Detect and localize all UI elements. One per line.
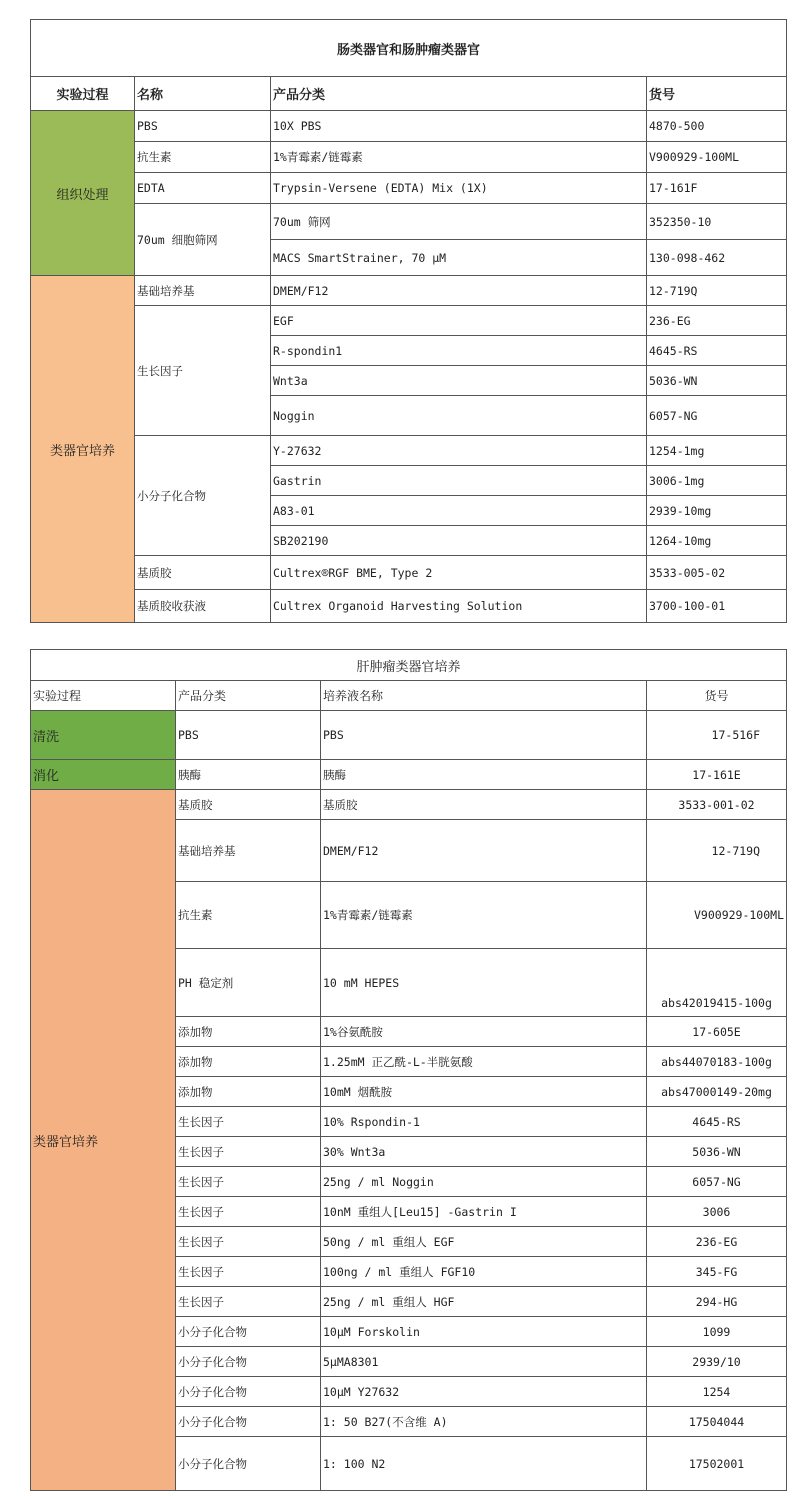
cell-name: 基础培养基 — [135, 276, 271, 306]
cell-medium: DMEM/F12 — [321, 820, 647, 882]
cell-category: 基础培养基 — [176, 820, 321, 882]
cell-category: 生长因子 — [176, 1167, 321, 1197]
cell-product: Cultrex Organoid Harvesting Solution — [271, 590, 647, 623]
cell-product: 70um 筛网 — [271, 204, 647, 240]
cell-product: MACS SmartStrainer, 70 μM — [271, 240, 647, 276]
cell-category: 抗生素 — [176, 882, 321, 949]
cell-category: PBS — [176, 711, 321, 760]
cell-medium: 25ng / ml 重组人 HGF — [321, 1287, 647, 1317]
stage-digest: 消化 — [31, 760, 176, 790]
cell-code: 3700-100-01 — [647, 590, 787, 623]
cell-code: 3533-001-02 — [647, 790, 787, 820]
cell-code: 6057-NG — [647, 1167, 787, 1197]
stage-culture: 类器官培养 — [31, 790, 176, 1491]
intestinal-organoid-table — [30, 19, 787, 623]
cell-code: 130-098-462 — [647, 240, 787, 276]
table-row — [31, 306, 787, 336]
cell-category: 胰酶 — [176, 760, 321, 790]
cell-code: 6057-NG — [647, 396, 787, 436]
cell-code: abs44070183-100g — [647, 1047, 787, 1077]
cell-product: A83-01 — [271, 496, 647, 526]
cell-category: 小分子化合物 — [176, 1347, 321, 1377]
cell-code: 3006 — [647, 1197, 787, 1227]
cell-medium: 1: 50 B27(不含维 A) — [321, 1407, 647, 1437]
cell-medium: 10μM Forskolin — [321, 1317, 647, 1347]
cell-product: Y-27632 — [271, 436, 647, 466]
header-code: 货号 — [647, 681, 787, 711]
stage-wash: 清洗 — [31, 711, 176, 760]
table-row — [31, 276, 787, 306]
cell-product: SB202190 — [271, 526, 647, 556]
table-row — [31, 111, 787, 142]
cell-medium: 胰酶 — [321, 760, 647, 790]
table-row — [31, 711, 787, 760]
cell-code: 2939-10mg — [647, 496, 787, 526]
cell-category: 小分子化合物 — [176, 1407, 321, 1437]
cell-medium: 30% Wnt3a — [321, 1137, 647, 1167]
cell-product: DMEM/F12 — [271, 276, 647, 306]
cell-medium: 10mM 烟酰胺 — [321, 1077, 647, 1107]
cell-medium: PBS — [321, 711, 647, 760]
cell-name: 生长因子 — [135, 306, 271, 436]
cell-product: EGF — [271, 306, 647, 336]
cell-code: 17-605E — [647, 1017, 787, 1047]
cell-code: 345-FG — [647, 1257, 787, 1287]
cell-code: 1254-1mg — [647, 436, 787, 466]
cell-code: 17-161E — [647, 760, 787, 790]
cell-category: 小分子化合物 — [176, 1377, 321, 1407]
cell-medium: 1%谷氨酰胺 — [321, 1017, 647, 1047]
cell-medium: 1: 100 N2 — [321, 1437, 647, 1491]
cell-medium: 10% Rspondin-1 — [321, 1107, 647, 1137]
header-category: 产品分类 — [176, 681, 321, 711]
cell-medium: 50ng / ml 重组人 EGF — [321, 1227, 647, 1257]
cell-name: 基质胶 — [135, 556, 271, 590]
table-row — [31, 590, 787, 623]
cell-name: 抗生素 — [135, 142, 271, 173]
liver-tumor-organoid-table — [30, 649, 787, 1491]
cell-product: Trypsin-Versene (EDTA) Mix (1X) — [271, 173, 647, 204]
cell-name: PBS — [135, 111, 271, 142]
cell-category: 基质胶 — [176, 790, 321, 820]
cell-medium: 10 mM HEPES — [321, 949, 647, 1017]
stage-tissue-processing: 组织处理 — [31, 111, 135, 276]
cell-code: 4645-RS — [647, 336, 787, 366]
header-name: 名称 — [135, 77, 271, 111]
cell-code: 17502001 — [647, 1437, 787, 1491]
cell-category: 添加物 — [176, 1047, 321, 1077]
cell-code: abs47000149-20mg — [647, 1077, 787, 1107]
header-medium: 培养液名称 — [321, 681, 647, 711]
cell-category: 小分子化合物 — [176, 1437, 321, 1491]
cell-category: 添加物 — [176, 1077, 321, 1107]
table-row — [31, 173, 787, 204]
cell-code: 1099 — [647, 1317, 787, 1347]
cell-code: 236-EG — [647, 1227, 787, 1257]
cell-category: 生长因子 — [176, 1137, 321, 1167]
table-title: 肝肿瘤类器官培养 — [31, 650, 787, 681]
cell-category: 生长因子 — [176, 1197, 321, 1227]
cell-medium: 5μMA8301 — [321, 1347, 647, 1377]
cell-code: V900929-100ML — [647, 882, 787, 949]
table-row — [31, 790, 787, 820]
cell-code: 17504044 — [647, 1407, 787, 1437]
header-code: 货号 — [647, 77, 787, 111]
cell-code: 3533-005-02 — [647, 556, 787, 590]
cell-code: 17-161F — [647, 173, 787, 204]
cell-medium: 100ng / ml 重组人 FGF10 — [321, 1257, 647, 1287]
cell-code: 352350-10 — [647, 204, 787, 240]
cell-code: 1254 — [647, 1377, 787, 1407]
cell-category: 生长因子 — [176, 1107, 321, 1137]
cell-product: 1%青霉素/链霉素 — [271, 142, 647, 173]
cell-code: 2939/10 — [647, 1347, 787, 1377]
cell-medium: 10μM Y27632 — [321, 1377, 647, 1407]
table-row — [31, 142, 787, 173]
cell-code: 4645-RS — [647, 1107, 787, 1137]
cell-code: 17-516F — [647, 711, 787, 760]
cell-code: 236-EG — [647, 306, 787, 336]
cell-category: 添加物 — [176, 1017, 321, 1047]
cell-product: 10X PBS — [271, 111, 647, 142]
cell-medium: 25ng / ml Noggin — [321, 1167, 647, 1197]
cell-medium: 1%青霉素/链霉素 — [321, 882, 647, 949]
table-row — [31, 556, 787, 590]
header-process: 实验过程 — [31, 681, 176, 711]
cell-category: 生长因子 — [176, 1257, 321, 1287]
cell-product: Noggin — [271, 396, 647, 436]
cell-medium: 基质胶 — [321, 790, 647, 820]
cell-product: Gastrin — [271, 466, 647, 496]
cell-medium: 10nM 重组人[Leu15] -Gastrin I — [321, 1197, 647, 1227]
cell-category: 生长因子 — [176, 1227, 321, 1257]
cell-name: 小分子化合物 — [135, 436, 271, 556]
cell-code: 5036-WN — [647, 1137, 787, 1167]
cell-code: V900929-100ML — [647, 142, 787, 173]
cell-product: Cultrex®RGF BME, Type 2 — [271, 556, 647, 590]
cell-code: abs42019415-100g — [647, 949, 787, 1017]
header-product: 产品分类 — [271, 77, 647, 111]
cell-code: 5036-WN — [647, 366, 787, 396]
cell-product: Wnt3a — [271, 366, 647, 396]
header-process: 实验过程 — [31, 77, 135, 111]
cell-product: R-spondin1 — [271, 336, 647, 366]
table-row — [31, 204, 787, 240]
cell-code: 3006-1mg — [647, 466, 787, 496]
cell-code: 4870-500 — [647, 111, 787, 142]
cell-category: 小分子化合物 — [176, 1317, 321, 1347]
cell-category: PH 稳定剂 — [176, 949, 321, 1017]
cell-code: 294-HG — [647, 1287, 787, 1317]
table-row — [31, 436, 787, 466]
cell-code: 1264-10mg — [647, 526, 787, 556]
cell-name: 70um 细胞筛网 — [135, 204, 271, 276]
cell-name: EDTA — [135, 173, 271, 204]
cell-category: 生长因子 — [176, 1287, 321, 1317]
stage-organoid-culture: 类器官培养 — [31, 276, 135, 623]
cell-code: 12-719Q — [647, 276, 787, 306]
cell-code: 12-719Q — [647, 820, 787, 882]
cell-medium: 1.25mM 正乙酰-L-半胱氨酸 — [321, 1047, 647, 1077]
table-title: 肠类器官和肠肿瘤类器官 — [31, 20, 787, 77]
table-row — [31, 760, 787, 790]
cell-name: 基质胶收获液 — [135, 590, 271, 623]
